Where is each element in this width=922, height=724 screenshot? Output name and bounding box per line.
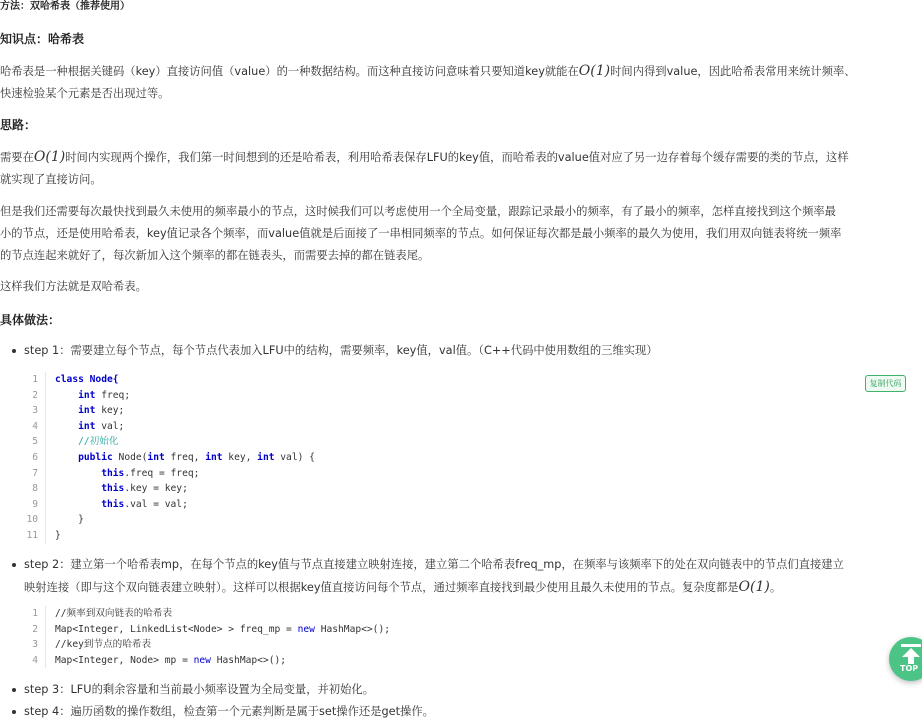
code-line <box>24 512 910 528</box>
code-keyword: int <box>257 451 275 463</box>
code-line <box>24 653 910 669</box>
code-line <box>24 481 910 497</box>
up-arrow-icon <box>899 643 922 665</box>
knowledge-text-1: 哈希表是一种根据关键码（key）直接访问值（value）的一种数据结构。而这种直接访问意味着只要知道key就能在 <box>0 65 579 78</box>
copy-code-button[interactable]: 复制代码 <box>865 375 906 392</box>
bullet-dot <box>12 688 16 692</box>
step-3-text: step 3：LFU的剩余容量和当前最小频率设置为全局变量，并初始化。 <box>24 683 374 696</box>
code-text: .key = key; <box>124 483 188 495</box>
step-2-text-end: 。 <box>769 581 782 594</box>
knowledge-heading: 知识点：哈希表 <box>0 32 85 46</box>
code-line <box>24 606 910 622</box>
code-line <box>24 388 910 404</box>
idea-text-4: 但是我们还需要每次最快找到最久未使用的频率最小的节点，这时候我们可以考虑使用一个全局变量，跟踪记录最小的频率，有了最小的频率，怎样直接找到这个频率最 <box>0 205 836 218</box>
line-number: 3 <box>32 639 38 651</box>
code-text: } <box>55 514 84 526</box>
code-text: key; <box>95 405 125 417</box>
idea-heading: 思路： <box>0 118 37 132</box>
idea-text-3: 就实现了直接访问。 <box>0 173 102 186</box>
code-text: val) { <box>274 451 315 463</box>
code-line <box>24 372 910 388</box>
code-line <box>24 450 910 466</box>
knowledge-text-2: 时间内得到value，因此哈希表常用来统计频率、 <box>610 65 856 78</box>
step-4-text: step 4：遍历函数的操作数组，检查第一个元素判断是属于set操作还是get操作。 <box>24 705 434 718</box>
back-to-top-button[interactable] <box>889 637 922 681</box>
code-text: Map<Integer, Node> mp = new HashMap<>(); <box>55 654 287 666</box>
step-1-text: step 1：需要建立每个节点，每个节点代表加入LFU中的结构，需要频率，key值，val值。（C++代码中使用数组的三维实现） <box>24 344 658 357</box>
code-text: val; <box>95 420 125 432</box>
step-2-text-line-1: step 2：建立第一个哈希表mp，在每个节点的key值与节点直接建立映射连接，建立第二个哈希表freq_mp，在频率与该频率下的处在双向链表中的节点们直接建立 <box>24 558 844 571</box>
code-comment: //key到节点的哈希表 <box>55 639 152 651</box>
code-text <box>55 421 78 432</box>
code-block-node-class <box>24 372 910 544</box>
code-text: key, <box>222 451 258 463</box>
big-o-formula: O(1) <box>578 63 611 79</box>
impl-heading: 具体做法： <box>0 313 61 327</box>
code-line <box>24 497 910 513</box>
code-block-hashmaps <box>24 606 910 668</box>
idea-paragraph-1 <box>0 146 915 191</box>
code-line <box>24 434 910 450</box>
code-comment: //频率到双向链表的哈希表 <box>55 608 173 619</box>
step-2-text <box>24 554 912 599</box>
code-keyword: int <box>78 420 96 432</box>
code-line <box>24 466 910 482</box>
code-keyword: int <box>147 451 165 463</box>
knowledge-paragraph <box>0 60 915 105</box>
line-number: 4 <box>32 420 38 432</box>
code-text: freq; <box>95 389 131 401</box>
idea-text-6: 的节点连起来就好了，每次新加入这个频率的都在链表头，而需要去掉的都在链表尾。 <box>0 249 430 262</box>
code-line <box>24 403 910 419</box>
idea-text-5: 小的节点，还是使用哈希表，key值记录各个频率，而value值就是后面接了一串相同频率的节点。如何保证每次都是最小频率的最久为使用，我们用双向链表将统一频率 <box>0 227 842 240</box>
idea-paragraph-3: 这样我们方法就是双哈希表。 <box>0 280 147 293</box>
code-keyword: new <box>193 654 211 666</box>
code-text <box>55 468 101 479</box>
line-number: 4 <box>32 654 38 666</box>
code-keyword: this <box>101 483 125 495</box>
back-to-top-label: TOP <box>900 664 919 673</box>
code-text <box>55 499 101 510</box>
idea-paragraph-2 <box>0 201 915 267</box>
code-text: class Node{ <box>55 374 119 385</box>
line-number: 8 <box>32 483 38 495</box>
line-number: 5 <box>32 436 38 448</box>
code-line <box>24 419 910 435</box>
step-3 <box>12 679 912 701</box>
code-text: Map<Integer, LinkedList<Node> > freq_mp = new HashMap<>(); <box>55 623 391 635</box>
code-text: Node( <box>112 451 148 463</box>
code-text <box>55 483 101 494</box>
code-line <box>24 622 910 638</box>
method-title: 方法：双哈希表（推荐使用） <box>0 1 130 12</box>
knowledge-text-3: 快速检验某个元素是否出现过等。 <box>0 87 170 100</box>
line-number: 6 <box>32 451 38 463</box>
bullet-dot <box>12 349 16 353</box>
code-comment: //初始化 <box>55 436 119 448</box>
code-keyword: new <box>297 623 315 635</box>
code-keyword: int <box>78 405 96 417</box>
code-text: .freq = freq; <box>124 467 200 479</box>
big-o-formula: O(1) <box>738 579 770 595</box>
code-line <box>24 528 910 544</box>
bullet-dot <box>12 710 16 714</box>
line-number: 9 <box>32 498 38 510</box>
line-number: 7 <box>32 467 38 479</box>
code-text <box>55 452 78 463</box>
code-keyword: this <box>101 467 125 479</box>
big-o-formula: O(1) <box>33 149 66 165</box>
line-number: 2 <box>32 389 38 401</box>
line-number: 10 <box>26 514 38 526</box>
code-text: .val = val; <box>124 498 188 510</box>
step-2-text-line-2: 映射连接（即与这个双向链表建立映射）。这样可以根据key值直接访问每个节点，通过频率直接找到最少使用且最久未使用的节点。复杂度都是 <box>24 581 739 594</box>
line-number: 2 <box>32 623 38 635</box>
step-2 <box>12 554 912 599</box>
line-number: 1 <box>32 608 38 619</box>
line-number: 3 <box>32 405 38 417</box>
code-keyword: this <box>101 498 125 510</box>
step-4 <box>12 701 912 723</box>
bullet-dot <box>12 563 16 567</box>
code-keyword: public <box>78 451 113 463</box>
line-number: 1 <box>32 374 38 385</box>
code-text <box>55 405 78 416</box>
code-line <box>24 637 910 653</box>
code-text <box>55 390 78 401</box>
code-text: freq, <box>164 451 206 463</box>
code-keyword: int <box>78 389 96 401</box>
code-text: } <box>55 529 61 541</box>
idea-text-2: 时间内实现两个操作，我们第一时间想到的还是哈希表，利用哈希表保存LFU的key值，而哈希表的value值对应了另一边存着每个缓存需要的类的节点，这样 <box>65 151 849 164</box>
step-1 <box>12 340 912 362</box>
idea-text-1: 需要在 <box>0 151 34 164</box>
code-keyword: int <box>205 451 223 463</box>
line-number: 11 <box>26 529 38 541</box>
